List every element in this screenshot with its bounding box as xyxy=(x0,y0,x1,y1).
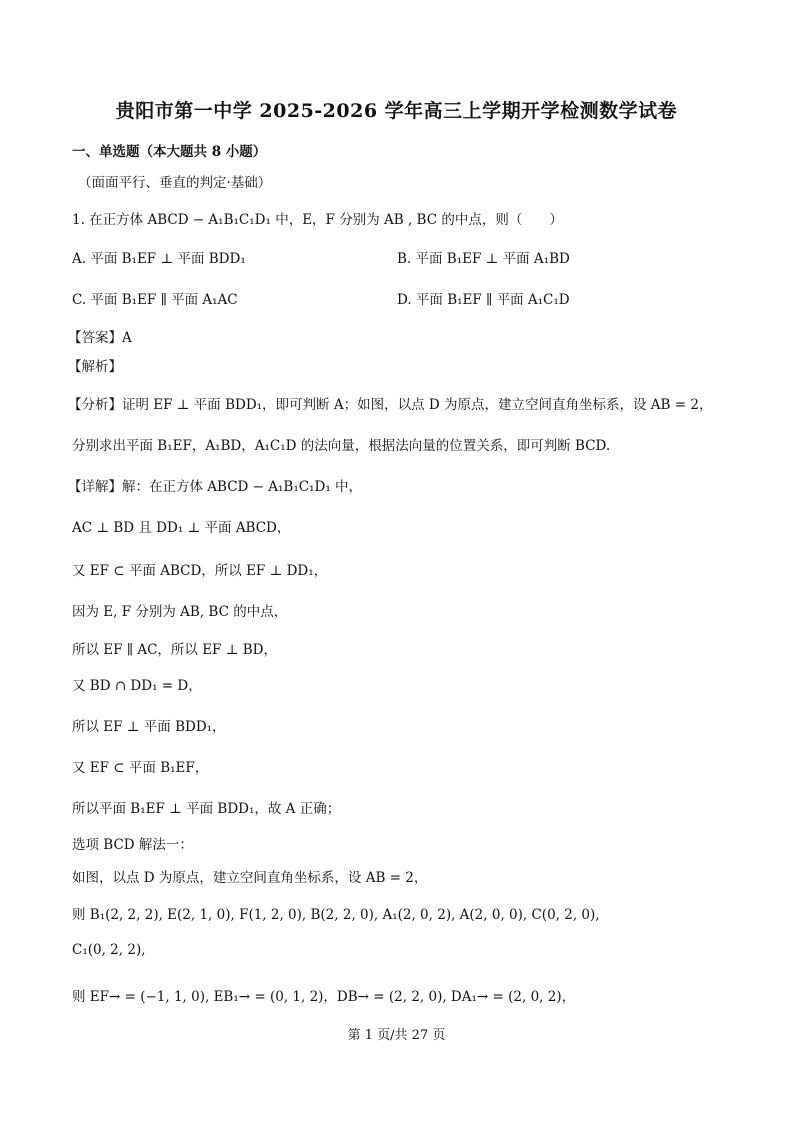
detail-line-12: 则 B₁(2, 2, 2), E(2, 1, 0), F(1, 2, 0), B(2, 2, 0), A₁(2, 0, 2), A(2, 0, 0), C(0, 2, 0), xyxy=(72,907,600,923)
page-title: 贵阳市第一中学 2025-2026 学年高三上学期开学检测数学试卷 xyxy=(115,100,678,122)
option-b: B. 平面 B₁EF ⊥ 平面 A₁BD xyxy=(397,251,570,267)
detail-line-1: 【详解】解：在正方体 ABCD − A₁B₁C₁D₁ 中， xyxy=(68,479,363,495)
detail-line-8: 又 EF ⊂ 平面 B₁EF， xyxy=(72,760,209,776)
detail-line-13: C₁(0, 2, 2), xyxy=(72,942,146,958)
analysis-line-1: 【分析】证明 EF ⊥ 平面 BDD₁，即可判断 A；如图，以点 D 为原点，建立空间直角坐标系，设 AB = 2， xyxy=(68,397,713,413)
option-a: A. 平面 B₁EF ⊥ 平面 BDD₁ xyxy=(72,251,246,267)
detail-line-11: 如图，以点 D 为原点，建立空间直角坐标系，设 AB = 2， xyxy=(72,870,428,886)
option-d: D. 平面 B₁EF ∥ 平面 A₁C₁D xyxy=(397,292,570,308)
page-footer: 第 1 页/共 27 页 xyxy=(347,1028,446,1043)
detail-line-5: 所以 EF ∥ AC，所以 EF ⊥ BD， xyxy=(72,642,277,658)
analysis-heading: 【解析】 xyxy=(68,359,122,375)
detail-line-2: AC ⊥ BD 且 DD₁ ⊥ 平面 ABCD， xyxy=(72,520,291,536)
question-1-stem: 1. 在正方体 ABCD − A₁B₁C₁D₁ 中，E，F 分别为 AB , BC 的中点，则（ ） xyxy=(72,212,563,228)
detail-line-7: 所以 EF ⊥ 平面 BDD₁， xyxy=(72,719,226,735)
detail-line-14: 则 EF→ = (−1, 1, 0), EB₁→ = (0, 1, 2)，DB→ = (2, 2, 0), DA₁→ = (2, 0, 2)， xyxy=(72,989,576,1005)
detail-line-9: 所以平面 B₁EF ⊥ 平面 BDD₁，故 A 正确； xyxy=(72,801,341,817)
answer-line: 【答案】A xyxy=(68,330,132,346)
detail-line-10: 选项 BCD 解法一： xyxy=(72,837,193,853)
detail-line-4: 因为 E, F 分别为 AB, BC 的中点， xyxy=(72,604,288,620)
topic-tag: （面面平行、垂直的判定·基础） xyxy=(78,175,272,191)
option-c: C. 平面 B₁EF ∥ 平面 A₁AC xyxy=(72,292,238,308)
detail-line-6: 又 BD ∩ DD₁ = D， xyxy=(72,678,202,694)
section-heading: 一、单选题（本大题共 8 小题） xyxy=(72,144,267,160)
detail-line-3: 又 EF ⊂ 平面 ABCD，所以 EF ⊥ DD₁， xyxy=(72,563,328,579)
analysis-line-2: 分别求出平面 B₁EF，A₁BD，A₁C₁D 的法向量，根据法向量的位置关系，即可判断 BCD. xyxy=(72,438,611,454)
